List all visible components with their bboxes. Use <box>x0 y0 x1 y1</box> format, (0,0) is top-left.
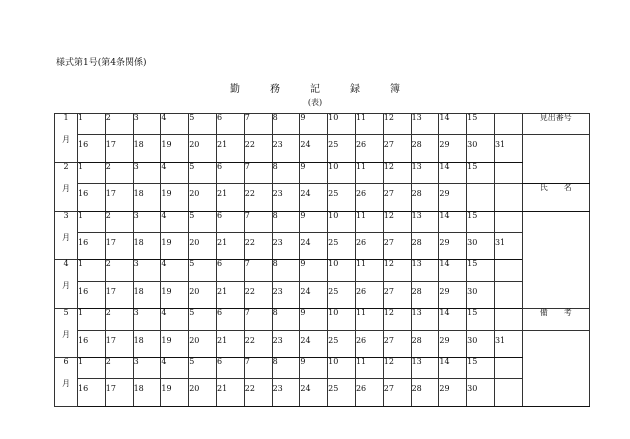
day-cell[interactable]: 5 <box>189 309 217 330</box>
day-cell[interactable]: 3 <box>133 114 161 135</box>
day-cell[interactable]: 30 <box>467 281 495 308</box>
day-cell[interactable]: 23 <box>272 135 300 162</box>
day-cell[interactable]: 22 <box>244 232 272 259</box>
day-cell[interactable]: 27 <box>383 330 411 357</box>
day-cell[interactable]: 8 <box>272 309 300 330</box>
day-cell[interactable]: 24 <box>300 232 328 259</box>
day-cell[interactable]: 23 <box>272 330 300 357</box>
midashi-number-label: 見出番号 <box>522 114 589 135</box>
day-cell[interactable]: 23 <box>272 184 300 211</box>
day-cell[interactable]: 31 <box>494 330 522 357</box>
month-3-first-half-row <box>55 211 590 232</box>
day-cell[interactable]: 26 <box>355 281 383 308</box>
day-cell[interactable]: 1 <box>78 260 106 281</box>
day-cell[interactable]: 26 <box>355 330 383 357</box>
form-number-label: 様式第1号(第4条関係) <box>56 58 147 68</box>
day-cell[interactable]: 17 <box>105 232 133 259</box>
day-cell[interactable]: 19 <box>161 135 189 162</box>
day-cell[interactable] <box>494 357 522 378</box>
day-cell[interactable]: 4 <box>161 211 189 232</box>
day-cell[interactable]: 20 <box>189 281 217 308</box>
month-cell <box>55 260 78 309</box>
day-cell[interactable]: 19 <box>161 232 189 259</box>
month-5-second-half-row <box>55 330 590 357</box>
document-subtitle: (表) <box>307 98 323 107</box>
day-cell[interactable]: 26 <box>355 232 383 259</box>
day-cell[interactable]: 12 <box>383 114 411 135</box>
day-cell[interactable] <box>494 211 522 232</box>
day-cell[interactable]: 30 <box>467 135 495 162</box>
day-cell[interactable]: 27 <box>383 184 411 211</box>
day-cell[interactable]: 23 <box>272 379 300 406</box>
day-cell[interactable]: 2 <box>105 260 133 281</box>
day-cell[interactable]: 6 <box>216 211 244 232</box>
title-char: 記 <box>310 84 320 95</box>
day-cell[interactable]: 8 <box>272 260 300 281</box>
day-cell[interactable]: 22 <box>244 379 272 406</box>
day-cell[interactable]: 18 <box>133 135 161 162</box>
day-cell[interactable] <box>494 260 522 281</box>
day-cell[interactable]: 22 <box>244 330 272 357</box>
day-cell[interactable]: 4 <box>161 114 189 135</box>
day-cell[interactable]: 12 <box>383 162 411 183</box>
title-char: 務 <box>270 84 280 95</box>
day-cell[interactable]: 7 <box>244 162 272 183</box>
day-cell[interactable]: 11 <box>355 162 383 183</box>
month-number: 4 <box>63 259 69 269</box>
day-cell[interactable]: 9 <box>300 260 328 281</box>
day-cell[interactable]: 28 <box>411 184 439 211</box>
day-cell[interactable]: 31 <box>494 232 522 259</box>
day-cell[interactable]: 29 <box>439 184 467 211</box>
day-cell[interactable]: 7 <box>244 309 272 330</box>
day-cell[interactable]: 2 <box>105 309 133 330</box>
day-cell[interactable]: 1 <box>78 357 106 378</box>
day-cell[interactable]: 10 <box>328 260 356 281</box>
day-cell[interactable]: 9 <box>300 309 328 330</box>
day-cell[interactable]: 26 <box>355 379 383 406</box>
day-cell[interactable]: 19 <box>161 281 189 308</box>
day-cell[interactable]: 22 <box>244 135 272 162</box>
day-cell[interactable]: 20 <box>189 232 217 259</box>
day-cell[interactable]: 4 <box>161 357 189 378</box>
day-cell[interactable]: 7 <box>244 114 272 135</box>
day-cell[interactable]: 15 <box>467 162 495 183</box>
day-cell[interactable]: 9 <box>300 211 328 232</box>
day-cell[interactable]: 29 <box>439 281 467 308</box>
day-cell[interactable]: 10 <box>328 211 356 232</box>
midashi-number-field[interactable] <box>522 135 589 184</box>
day-cell[interactable]: 8 <box>272 357 300 378</box>
day-cell[interactable]: 23 <box>272 281 300 308</box>
name-field[interactable] <box>522 211 589 309</box>
day-cell[interactable]: 3 <box>133 357 161 378</box>
day-cell[interactable]: 30 <box>467 232 495 259</box>
month-3-second-half-row <box>55 232 590 259</box>
day-cell[interactable]: 15 <box>467 211 495 232</box>
day-cell[interactable]: 23 <box>272 232 300 259</box>
day-cell[interactable]: 28 <box>411 135 439 162</box>
day-cell[interactable]: 20 <box>189 135 217 162</box>
day-cell[interactable]: 10 <box>328 357 356 378</box>
day-cell[interactable]: 6 <box>216 162 244 183</box>
day-cell[interactable]: 27 <box>383 379 411 406</box>
day-cell[interactable]: 3 <box>133 162 161 183</box>
day-cell[interactable]: 22 <box>244 184 272 211</box>
day-cell[interactable]: 26 <box>355 135 383 162</box>
day-cell[interactable]: 14 <box>439 260 467 281</box>
day-cell[interactable]: 21 <box>216 184 244 211</box>
day-cell[interactable]: 5 <box>189 162 217 183</box>
day-cell[interactable]: 11 <box>355 211 383 232</box>
day-cell[interactable]: 20 <box>189 330 217 357</box>
day-cell[interactable]: 9 <box>300 114 328 135</box>
day-cell[interactable]: 24 <box>300 184 328 211</box>
day-cell[interactable]: 4 <box>161 309 189 330</box>
day-cell[interactable]: 13 <box>411 357 439 378</box>
day-cell[interactable]: 7 <box>244 260 272 281</box>
day-cell[interactable]: 14 <box>439 357 467 378</box>
day-cell[interactable]: 10 <box>328 309 356 330</box>
day-cell[interactable]: 7 <box>244 211 272 232</box>
day-cell[interactable]: 28 <box>411 379 439 406</box>
day-cell[interactable]: 15 <box>467 260 495 281</box>
month-6-second-half-row <box>55 379 590 406</box>
day-cell[interactable]: 12 <box>383 309 411 330</box>
day-cell[interactable]: 21 <box>216 281 244 308</box>
day-cell[interactable]: 6 <box>216 260 244 281</box>
day-cell[interactable]: 29 <box>439 135 467 162</box>
day-cell[interactable]: 13 <box>411 260 439 281</box>
day-cell[interactable]: 21 <box>216 135 244 162</box>
day-cell[interactable]: 4 <box>161 162 189 183</box>
day-cell[interactable]: 1 <box>78 211 106 232</box>
day-cell[interactable]: 26 <box>355 184 383 211</box>
month-4-first-half-row <box>55 260 590 281</box>
day-cell[interactable]: 2 <box>105 211 133 232</box>
day-cell[interactable]: 31 <box>494 135 522 162</box>
day-cell[interactable]: 9 <box>300 357 328 378</box>
month-cell <box>55 357 78 406</box>
day-cell[interactable]: 12 <box>383 357 411 378</box>
day-cell[interactable]: 19 <box>161 379 189 406</box>
day-cell[interactable]: 16 <box>78 379 106 406</box>
day-cell[interactable]: 17 <box>105 184 133 211</box>
day-cell[interactable]: 2 <box>105 114 133 135</box>
day-cell[interactable] <box>494 281 522 308</box>
day-cell[interactable]: 16 <box>78 281 106 308</box>
day-cell[interactable]: 13 <box>411 211 439 232</box>
day-cell[interactable]: 14 <box>439 114 467 135</box>
day-cell[interactable]: 11 <box>355 260 383 281</box>
day-cell[interactable]: 29 <box>439 379 467 406</box>
month-5-first-half-row <box>55 309 590 330</box>
day-cell[interactable]: 28 <box>411 281 439 308</box>
day-cell[interactable]: 17 <box>105 330 133 357</box>
attendance-record-table <box>54 113 590 407</box>
day-cell[interactable]: 19 <box>161 330 189 357</box>
day-cell[interactable]: 16 <box>78 232 106 259</box>
day-cell[interactable]: 18 <box>133 184 161 211</box>
day-cell[interactable]: 18 <box>133 281 161 308</box>
month-cell <box>55 114 78 163</box>
day-cell[interactable]: 28 <box>411 330 439 357</box>
day-cell[interactable]: 3 <box>133 211 161 232</box>
day-cell[interactable]: 17 <box>105 135 133 162</box>
day-cell[interactable]: 2 <box>105 162 133 183</box>
day-cell[interactable]: 10 <box>328 114 356 135</box>
day-cell[interactable]: 15 <box>467 114 495 135</box>
day-cell[interactable]: 18 <box>133 379 161 406</box>
day-cell[interactable]: 6 <box>216 357 244 378</box>
month-2-second-half-row <box>55 184 590 211</box>
day-cell[interactable]: 28 <box>411 232 439 259</box>
month-number: 3 <box>63 210 69 220</box>
day-cell[interactable]: 5 <box>189 357 217 378</box>
month-suffix: 月 <box>62 232 70 242</box>
day-cell[interactable]: 14 <box>439 211 467 232</box>
day-cell[interactable]: 29 <box>439 330 467 357</box>
day-cell[interactable]: 6 <box>216 309 244 330</box>
month-suffix: 月 <box>62 281 70 291</box>
day-cell[interactable]: 10 <box>328 162 356 183</box>
day-cell[interactable]: 30 <box>467 330 495 357</box>
month-cell <box>55 309 78 358</box>
month-suffix: 月 <box>62 378 70 388</box>
day-cell[interactable]: 8 <box>272 162 300 183</box>
month-number: 5 <box>63 308 69 318</box>
day-cell[interactable]: 21 <box>216 330 244 357</box>
month-2-first-half-row <box>55 162 590 183</box>
month-number: 1 <box>63 113 69 122</box>
day-cell[interactable]: 14 <box>439 309 467 330</box>
day-cell[interactable] <box>494 309 522 330</box>
day-cell[interactable]: 25 <box>328 184 356 211</box>
day-cell[interactable]: 14 <box>439 162 467 183</box>
day-cell[interactable]: 16 <box>78 330 106 357</box>
month-1-second-half-row <box>55 135 590 162</box>
title-char: 録 <box>350 84 360 95</box>
day-cell[interactable] <box>494 379 522 406</box>
day-cell[interactable]: 25 <box>328 379 356 406</box>
day-cell[interactable]: 30 <box>467 379 495 406</box>
day-cell[interactable]: 11 <box>355 114 383 135</box>
day-cell[interactable]: 11 <box>355 309 383 330</box>
month-1-first-half-row <box>55 114 590 135</box>
day-cell[interactable]: 16 <box>78 184 106 211</box>
day-cell[interactable]: 5 <box>189 114 217 135</box>
month-number: 6 <box>63 356 69 366</box>
day-cell[interactable]: 8 <box>272 114 300 135</box>
day-cell[interactable]: 19 <box>161 184 189 211</box>
day-cell[interactable]: 12 <box>383 211 411 232</box>
day-cell[interactable]: 8 <box>272 211 300 232</box>
day-cell[interactable]: 1 <box>78 114 106 135</box>
day-cell[interactable]: 21 <box>216 232 244 259</box>
day-cell[interactable]: 20 <box>189 184 217 211</box>
month-number: 2 <box>63 161 69 171</box>
day-cell[interactable]: 27 <box>383 232 411 259</box>
day-cell[interactable] <box>467 184 495 211</box>
remarks-field[interactable] <box>522 330 589 406</box>
day-cell[interactable]: 15 <box>467 309 495 330</box>
day-cell[interactable]: 16 <box>78 135 106 162</box>
day-cell[interactable]: 12 <box>383 260 411 281</box>
day-cell[interactable]: 29 <box>439 232 467 259</box>
day-cell[interactable]: 17 <box>105 379 133 406</box>
document-title <box>0 80 630 95</box>
name-label: 氏 名 <box>522 184 589 211</box>
month-cell <box>55 211 78 260</box>
day-cell[interactable]: 2 <box>105 357 133 378</box>
day-cell[interactable]: 18 <box>133 232 161 259</box>
day-cell[interactable]: 18 <box>133 330 161 357</box>
month-6-first-half-row <box>55 357 590 378</box>
month-cell <box>55 162 78 211</box>
day-cell[interactable]: 3 <box>133 309 161 330</box>
day-cell[interactable]: 20 <box>189 379 217 406</box>
day-cell[interactable]: 24 <box>300 330 328 357</box>
day-cell[interactable]: 13 <box>411 309 439 330</box>
title-char: 勤 <box>230 84 240 95</box>
day-cell[interactable]: 11 <box>355 357 383 378</box>
day-cell[interactable]: 5 <box>189 260 217 281</box>
day-cell[interactable] <box>494 162 522 183</box>
month-suffix: 月 <box>62 135 70 144</box>
day-cell[interactable]: 7 <box>244 357 272 378</box>
title-char: 簿 <box>390 84 400 95</box>
day-cell[interactable]: 25 <box>328 232 356 259</box>
day-cell[interactable]: 1 <box>78 309 106 330</box>
day-cell[interactable]: 3 <box>133 260 161 281</box>
remarks-label: 備 考 <box>522 309 589 330</box>
day-cell[interactable]: 4 <box>161 260 189 281</box>
day-cell[interactable]: 6 <box>216 114 244 135</box>
day-cell[interactable]: 13 <box>411 114 439 135</box>
day-cell[interactable]: 24 <box>300 135 328 162</box>
day-cell[interactable]: 5 <box>189 211 217 232</box>
day-cell[interactable] <box>494 184 522 211</box>
day-cell[interactable]: 9 <box>300 162 328 183</box>
day-cell[interactable]: 13 <box>411 162 439 183</box>
day-cell[interactable]: 25 <box>328 281 356 308</box>
day-cell[interactable]: 21 <box>216 379 244 406</box>
day-cell[interactable]: 15 <box>467 357 495 378</box>
day-cell[interactable]: 25 <box>328 135 356 162</box>
day-cell[interactable]: 22 <box>244 281 272 308</box>
day-cell[interactable]: 24 <box>300 379 328 406</box>
month-suffix: 月 <box>62 183 70 193</box>
day-cell[interactable]: 17 <box>105 281 133 308</box>
day-cell[interactable] <box>494 114 522 135</box>
day-cell[interactable]: 27 <box>383 281 411 308</box>
day-cell[interactable]: 1 <box>78 162 106 183</box>
day-cell[interactable]: 25 <box>328 330 356 357</box>
day-cell[interactable]: 24 <box>300 281 328 308</box>
day-cell[interactable]: 27 <box>383 135 411 162</box>
month-4-second-half-row <box>55 281 590 308</box>
month-suffix: 月 <box>62 330 70 340</box>
